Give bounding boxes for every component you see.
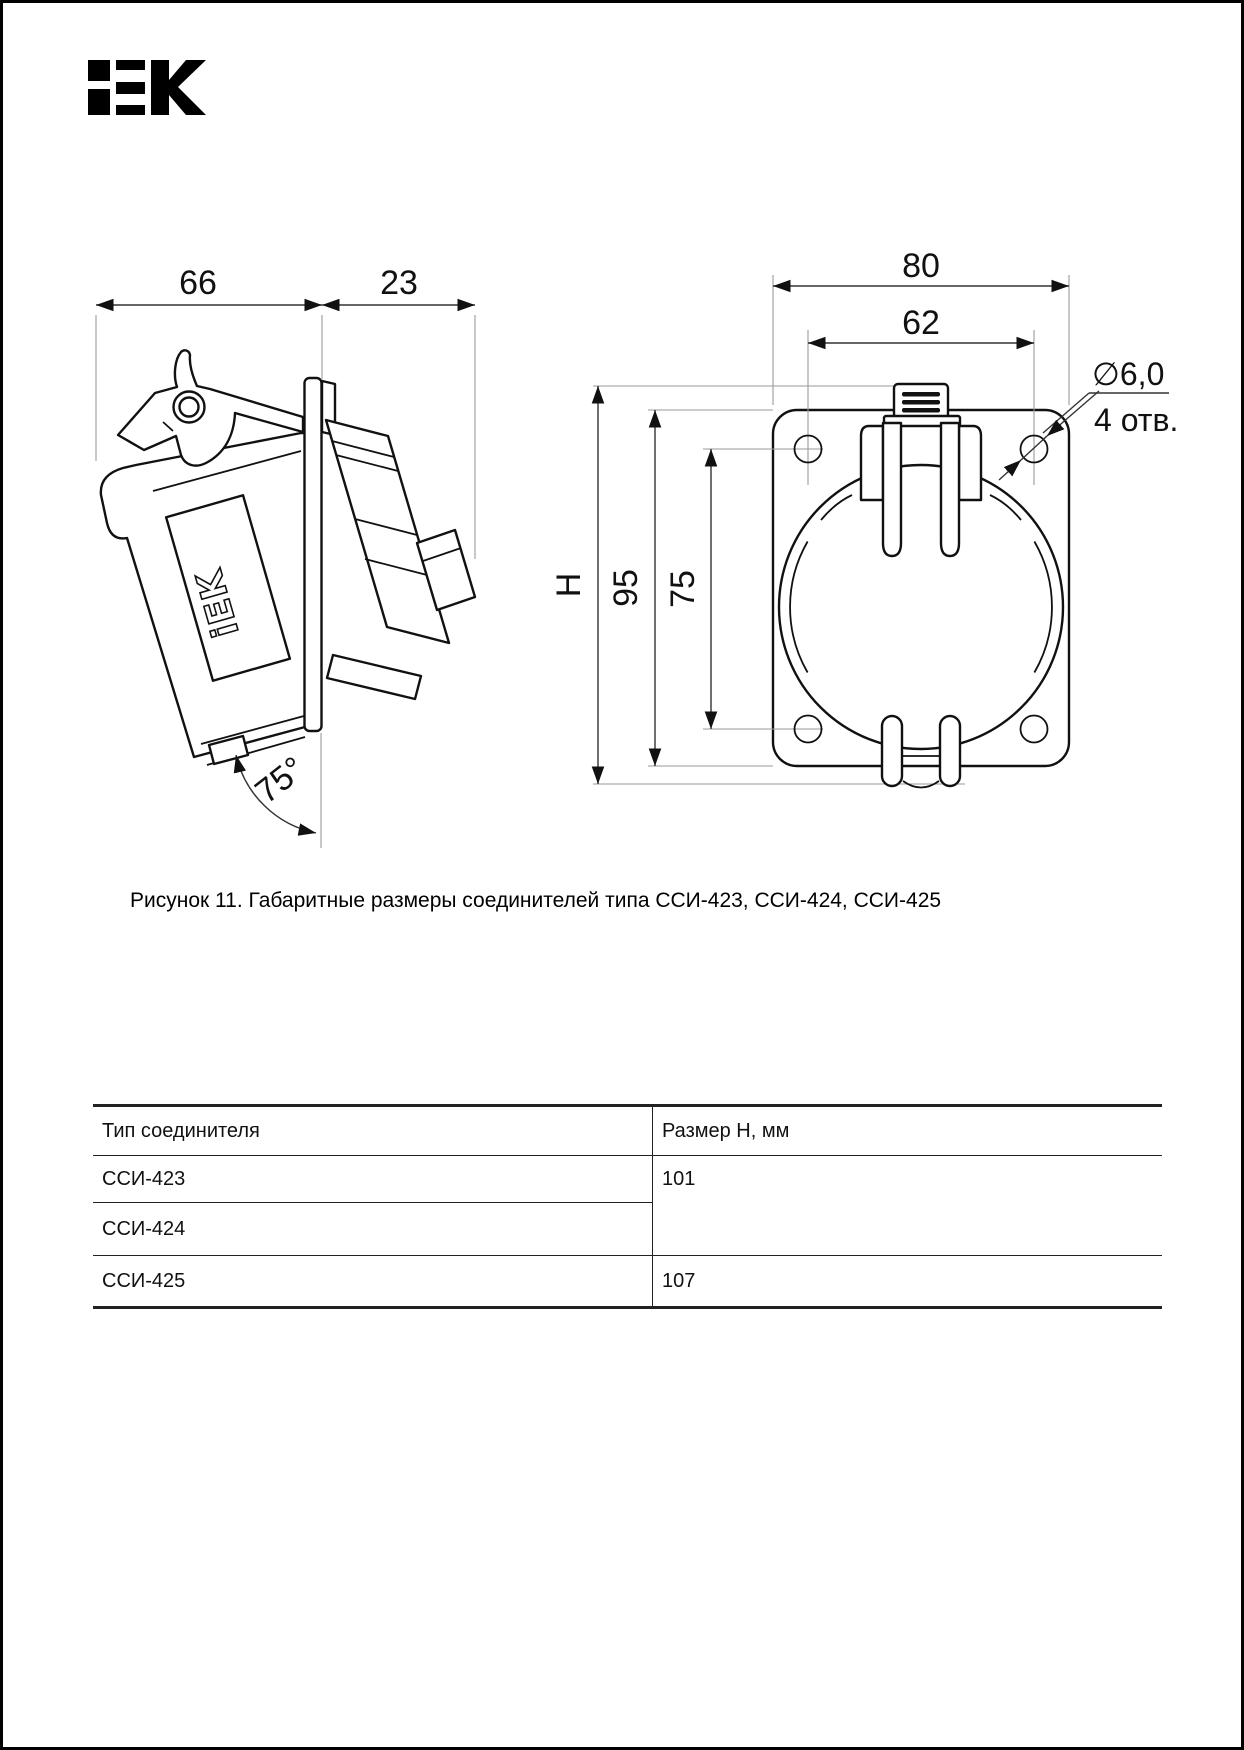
hole-dia-label: ∅6,0 [1092,356,1165,392]
dim-label-23: 23 [380,264,418,302]
socket-housing-side [101,433,305,765]
housing-logo-text: iEK [189,565,248,642]
table-row-cci424: ССИ-424 [93,1203,652,1256]
dim-label-H: H [550,572,588,598]
hole-count-label: 4 отв. [1094,402,1179,438]
rear-terminal-block [322,381,475,699]
front-view-drawing [550,247,1178,788]
table-value-101: 101 [652,1156,1162,1256]
side-view-drawing [96,264,475,848]
dim-label-62: 62 [902,304,940,342]
dim-label-95: 95 [607,569,645,607]
table-row-cci425: ССИ-425 [102,1269,186,1292]
dim-label-75deg: 75° [248,749,313,812]
figure-caption: Рисунок 11. Габаритные размеры соединителей типа ССИ-423, ССИ-424, ССИ-425 [130,889,942,912]
mounting-plate-side [305,378,322,731]
dim-label-80: 80 [902,247,940,285]
table-header-size: Размер Н, мм [652,1107,1162,1156]
table-header-type: Тип соединителя [93,1107,652,1156]
table-value-107: 107 [652,1256,1162,1306]
dimension-drawing [3,3,1244,863]
dim-label-66: 66 [179,264,217,302]
table-row-cci423: ССИ-423 [93,1156,652,1203]
spec-table [93,1104,1162,1309]
dim-label-75: 75 [664,570,702,608]
socket-circle [779,465,1063,749]
